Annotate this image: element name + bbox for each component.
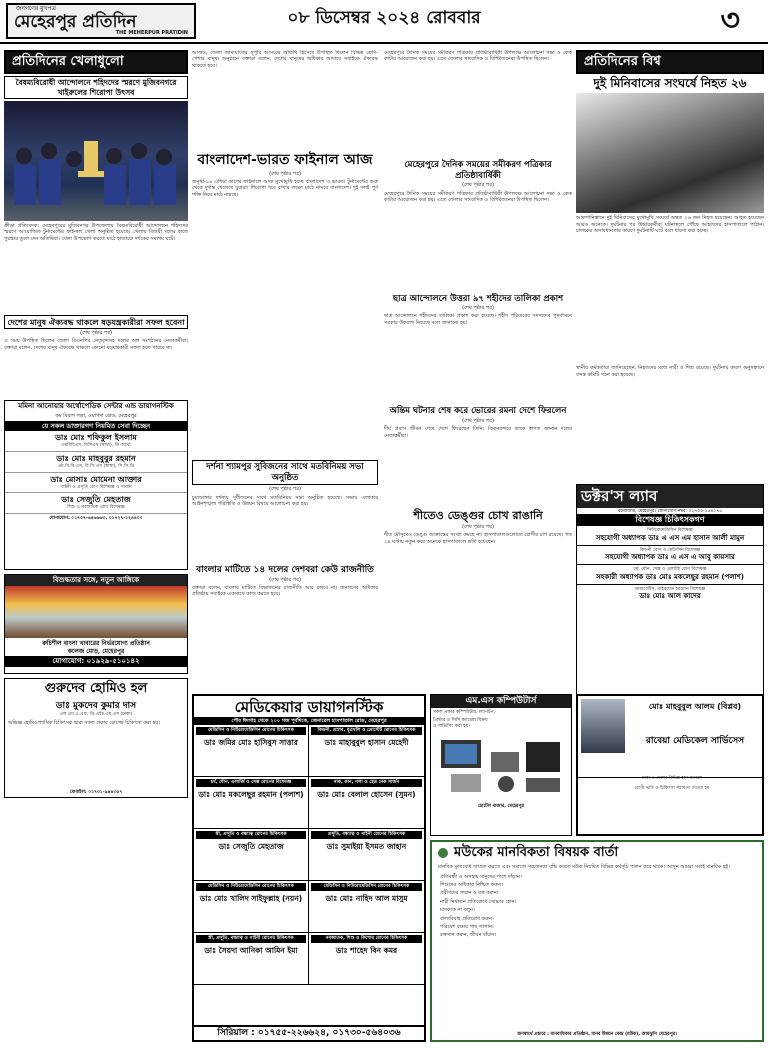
doctor-name: ডাঃ সেজুতি মেহতাজ [218, 841, 284, 851]
moucak-list-item: মাদককে না বলুন। [440, 907, 475, 914]
homeo-ad [4, 678, 188, 798]
doctors-lab-address: বড়বাজার, মেহেরপুর। যোগাযোগ নম্বর: ০১৭৩০-১৫৪২৭৫ [617, 508, 723, 514]
student-headline: ছাত্র আন্দোলনে উত্তরা ৯৭ শহীদের তালিকা প্রকাশ [392, 293, 564, 304]
homeo-detail: এল.এম.এ.এফ, ডি.এইচ.এম.এস (ঢাকা) [59, 711, 133, 717]
doctor-name: ডাঃ মোঃ শফিকুল ইসলাম [55, 433, 137, 443]
medicare-doctor-cell [194, 777, 309, 829]
middle-lower-left [192, 460, 378, 690]
doctor-name: ডাঃ মোঃ খালিদ সাইফুল্লাহ (নয়ন) [199, 893, 303, 903]
fear-cont: (শেষ পৃষ্ঠার পর) [462, 418, 494, 424]
page-number: ৩ [720, 3, 740, 38]
lab-doctor-3 [577, 565, 763, 584]
final-headline: বাংলাদেশ-ভারত ফাইনাল আজ [197, 152, 373, 168]
rabeya-line-2: রোগী ভর্তি ও চিকিৎসা সহায়তা দেওয়া হয় [634, 786, 710, 791]
doctors-lab-header [577, 485, 763, 508]
left-column [4, 50, 188, 1044]
clinic-contact: যোগাযোগ: ০১৭০৭-৬৪৬৬৬৩, ০১৭২৭-১২৪৪০০ [49, 515, 143, 521]
final-body: অনূর্ধ্ব-১৯ এশিয়া কাপের ফাইনালে আজ মুখোমুখি হচ্ছে বাংলাদেশ ও ভারত। টুর্নামেন্টের শুরু থেকে দুর্দান্ত খেলেছে যুবারা। শিরোপা ধরে রাখার লক্ষ্যে মাঠে নামবে বাংলাদেশ। দুই দলই পূর্ণ শক্তি নিয়ে মাঠে নামছে। [192, 178, 378, 198]
doctor-role: ডায়াবেটিস, থাইরয়েড হরমোন বিশেষজ্ঞ [634, 586, 706, 592]
accident-photo [576, 93, 764, 213]
clinic-band: যে সকল ডাক্তারগণ নিয়মিত সেবা দিচ্ছেন [5, 421, 187, 431]
medicare-doctor-cell [194, 881, 309, 933]
world-body: আফগানিস্তানে দুই মিনিবাসের মুখোমুখি সংঘর্ষে অন্তত ২৬ জন নিহত হয়েছেন। আহত হয়েছেন আরও অনেকে। দুর্ঘটনার পর উদ্ধারকর্মীরা ঘটনাস্থলে পৌঁছে আহতদের হাসপাতালে পাঠান। চালকের অসাবধানতার কারণে দুর্ঘটনাটি ঘটে বলে ধারণা করা হচ্ছে। [576, 215, 764, 235]
medicare-doctor-cell [309, 829, 424, 881]
doctor-role: স্ত্রী, প্রসূতি, বন্ধ্যাত্ব ও গাইনী রোগের চিকিৎসক [196, 935, 306, 943]
moucak-list-item: শিশুদের অধিকার নিশ্চিত করুন। [440, 882, 503, 889]
council-cont: (শেষ পৃষ্ঠার পর) [462, 182, 494, 189]
avatar [581, 699, 625, 753]
clinic-address: কম বিরাগ গড়া, ওয়াপদা রোড, মেহেরপুর [55, 413, 137, 419]
meeting-cont: (শেষ পৃষ্ঠার পর) [269, 486, 301, 493]
homeo-title: গুরুদেব হোমিও হল [44, 681, 148, 697]
doctor-name: ডাঃ মোসাঃ মোমেনা আক্তার [50, 474, 142, 484]
moucak-list-item: রক্তদান করুন, জীবন বাঁচান। [440, 932, 497, 939]
doctor-detail: এম.বি.বি.এস, বি.সি.এস (স্বাস্থ্য), সি.সি.ডি [57, 464, 135, 469]
student-body: ছাত্র আন্দোলনে শহীদদের তালিকা প্রকাশ করা হয়েছে। শহীদ পরিবারের সদস্যদের পুনর্বাসনে সরকার উদ্যোগ নিয়েছে বলে জানানো হয়। [384, 313, 572, 326]
world-headline: দুই মিনিবাসের সংঘর্ষে নিহত ২৬ [593, 76, 747, 91]
dengue-headline: শীতেও ডেঙ্গুর চোখ রাঙানি [413, 509, 543, 523]
unity-cont: (শেষ পৃষ্ঠার পর) [80, 330, 112, 336]
homeo-phone: মোবাইল: ০১৭৩১-৯৪৪৩৫৭ [69, 789, 123, 795]
masthead [0, 0, 768, 44]
moucak-ad [430, 840, 764, 1042]
computer-products-image [431, 732, 571, 802]
meeting-headline: দর্শনা শ্যামপুর সুবিজনের সাথে মতবিনিময় সভা অনুষ্ঠিত [192, 460, 378, 485]
medicare-doctor-cell [309, 933, 424, 985]
doctor-detail: এমবিবিএস, বিসিএস (স্বাস্থ্য), ডি-অর্থো [61, 443, 131, 449]
doctors-lab-band: বিশেষজ্ঞ চিকিৎসকগণ [577, 514, 763, 526]
council-intro: মেহেরপুরে দৈনিক সময়ের সমীকরণ পত্রিকার প্রতিষ্ঠাবার্ষিকী উপলক্ষে আলোচনা সভা ও কেক কাটার আয়োজন করা হয়। এতে জেলার সাংবাদিক ও বিশিষ্টজনেরা উপস্থিত ছিলেন। [384, 50, 572, 63]
final-cont: (শেষ পৃষ্ঠার পর) [269, 170, 301, 177]
moucak-list-item: পরিবেশ রক্ষায় গাছ লাগান। [440, 923, 494, 930]
doctor-name: ডাঃ শাহেদ বিন কমর [335, 945, 398, 955]
clinic-doctor-1 [5, 431, 187, 452]
politics-body: বক্তারা বলেন, বাংলার মাটিতে বিভাজনের রাজনীতি আর চলবে না। জনগণের অধিকার প্রতিষ্ঠায় সবাইকে একসাথে কাজ করতে হবে। [192, 585, 378, 598]
council-body: মেহেরপুরে দৈনিক সময়ের সমীকরণ পত্রিকার প্রতিষ্ঠাবার্ষিকী উপলক্ষে আলোচনা সভা ও কেক কাটার আয়োজন করা হয়। এতে জেলার সাংবাদিক ও বিশিষ্টজনেরা উপস্থিত ছিলেন। [384, 190, 572, 203]
doctor-role: চর্ম, যৌন, এলার্জি ও সেক্স রোগের বিশেষজ্ঞ [196, 779, 306, 787]
doctor-role: প্রসূতি, বন্ধ্যাত্ব ও গাইনী রোগের চিকিৎসক [311, 831, 422, 839]
medicare-doctor-cell [194, 829, 309, 881]
computer-line-3: ও সার্ভিসিং করা হয়। [433, 724, 471, 729]
moucak-footer: জনস্বার্থে প্রচারে : মানবাধিকার প্রতিষ্ঠান, মানব উন্নয়ন কেন্দ্র (মউক), আমঝুপি মেহেরপুর। [517, 1032, 677, 1038]
doctors-lab-title: ডক্টর'স ল্যাব [581, 487, 658, 505]
computer-ad [430, 694, 572, 836]
medicare-doctor-cell [194, 725, 309, 777]
issue-date: ০৮ ডিসেম্বর ২০২৪ রোববার [287, 8, 481, 28]
mid-intro: আজও, জেলা জামায়াতের সুপুরি আসরের অতিথি হিসেবে উপস্থিত ছিলেন বিভিন্ন শ্রেণি-পেশার মানুষ। অনুষ্ঠানে বক্তারা বলেন, দেশের মানুষের অধিকার আদায়ে সবাইকে ঐক্যবদ্ধ থাকতে হবে। [192, 50, 378, 69]
dengue-cont: (শেষ পৃষ্ঠার পর) [462, 524, 494, 530]
doctor-role: স্ত্রী, প্রসূতি ও বন্ধ্যাত্ব রোগের চিকিৎসক [196, 831, 306, 839]
unity-headline: দেশের মানুষ ঐক্যবদ্ধ থাকলে ষড়যন্ত্রকারীরা সফল হবেনা [4, 315, 188, 329]
leaf-icon [438, 848, 448, 858]
trophy-team-image [4, 101, 188, 221]
clinic-doctor-3 [5, 473, 187, 494]
tagline: জনগণের মুখপত্র [16, 5, 56, 12]
rabeya-title: রাবেয়া মেডিকেল সার্ভিসেস [645, 736, 745, 746]
medicare-doctor-cell [309, 725, 424, 777]
doctor-role: মেডিসিন ও নিউরোমেডিসিন রোগের চিকিৎসক [311, 883, 422, 891]
world-section-title: প্রতিদিনের বিশ্ব [576, 50, 764, 74]
homeo-body: অভিজ্ঞ হোমিওপ্যাথিক চিকিৎসক দ্বারা সকল প্রকার রোগের চিকিৎসা করা হয়। [8, 720, 160, 727]
doctor-role: নাক, কান, গলা ও হেড নেক সার্জন [311, 779, 422, 787]
restaurant-phone: যোগাযোগ: ০১৯২৯-৫১০১৪২ [5, 656, 187, 667]
doctor-name: ডাঃ সেজুতি মেহতাজ [61, 495, 131, 505]
moucak-list-item: নারী নির্যাতন প্রতিরোধে সোচ্চার হোন। [440, 898, 517, 905]
doctor-detail: শিশু ও নবজাতক রোগ বিশেষজ্ঞ [67, 505, 125, 511]
sports-headline: বৈষম্যবিরোধী আন্দোলনে শহিদদের স্মরণে মুজিবনগরে খাইরুলের শিরোপা উৎসব [4, 76, 188, 99]
doctor-name: ডাঃ মোঃ আল কাদের [639, 592, 701, 601]
doctor-name: ডাঃ সৈয়দা আনিকা আমিন ইমা [204, 945, 298, 955]
computer-line-1: সকল প্রকার কম্পিউটার, ল্যাপটপ, [433, 710, 496, 716]
homeo-doctor: ডাঃ মুকদেব কুমার দাস [55, 700, 137, 711]
restaurant-line2: কলেজ মোড়, মেহেরপুর [67, 647, 125, 655]
doctor-role: কিডনী, প্রস্রাব, মূত্রথলি ও প্রোস্টেট রোগের চিকিৎসক [311, 727, 422, 735]
doctor-name: ডাঃ সুমাইয়া ইসমত জাহান [326, 841, 407, 851]
student-cont: (শেষ পৃষ্ঠার পর) [462, 305, 494, 312]
politics-headline: বাংলার মাটিতে ১৪ দলের দেশবরা কেউ রাজনীতি [196, 564, 374, 575]
moucak-list-item: প্রতিবন্ধী ও অসহায় মানুষের পাশে দাঁড়ান। [440, 873, 522, 880]
medicare-ad [192, 694, 426, 1042]
doctor-name: ডাঃ মোঃ মকলেছুর রহমান (পলাশ) [198, 789, 304, 799]
lab-doctor-4 [577, 585, 763, 603]
doctor-role: নবজাতক, শিশু ও কিশোর রোগের চিকিৎসক [311, 935, 422, 943]
moucak-list-item: প্রবীণদের সম্মান ও যত্ন করুন। [440, 890, 499, 897]
doctor-role: চর্ম, যৌন, সেক্স ও এলার্জি রোগ বিশেষজ্ঞ [633, 567, 707, 573]
lab-doctor-2 [577, 546, 763, 565]
doctor-name: সহযোগী অধ্যাপক ডাঃ এ এস এ আবু কায়সার [605, 553, 735, 562]
sports-photo [4, 101, 188, 221]
rabeya-person: মোঃ মাহবুবুল আলম (বিপ্লব) [648, 702, 742, 711]
doctor-role: মেডিসিন ও নিউরোমেডিসিন রোগের চিকিৎসক [196, 883, 306, 891]
sports-section-title: প্রতিদিনের খেলাধুলো [4, 50, 188, 74]
restaurant-photo [5, 586, 187, 638]
unity-body: এ সময় উপস্থিত ছিলেন জেলা বিএনপির নেতৃবৃন্দসহ দলের অঙ্গ সংগঠনের নেতাকর্মীরা। বক্তারা বলেন, দেশের মানুষ ঐক্যবদ্ধ থাকলে কোনো ষড়যন্ত্রকারী সফল হতে পারবে না। [4, 338, 188, 351]
fear-body: দীর্ঘ প্রবাস জীবন শেষে দেশে ফিরেছেন তিনি। বিমানবন্দরে তাকে স্বাগত জানান দলের নেতাকর্মীরা। [384, 426, 572, 439]
council-headline: মেহেরপুরে দৈনিক সময়ের সমীকরণ পত্রিকার প্রতিষ্ঠাবার্ষিকী [404, 160, 552, 181]
medicare-title: মেডিকেয়ার ডায়াগনস্টিক [234, 698, 384, 716]
clinic-ad [4, 400, 188, 570]
paper-name-en: THE MEHERPUR PRATIDIN [115, 29, 188, 36]
politics-cont: (শেষ পৃষ্ঠার পর) [269, 576, 301, 583]
meeting-body: চুয়াডাঙ্গার দর্শনায় সুধীজনের সাথে মতবিনিময় সভা অনুষ্ঠিত হয়েছে। সভায় এলাকার আইনশৃঙ্খলা পরিস্থিতি ও উন্নয়ন বিষয়ে আলোচনা করা হয়। [192, 494, 378, 507]
clinic-doctor-4 [5, 493, 187, 514]
paper-name: মেহেরপুর প্রতিদিন [14, 12, 137, 32]
doctor-name: ডাঃ মোঃ মাহবুবুর রহমান [56, 454, 136, 463]
medicare-sub: পৌর ঈদগাহ থেকে ২০০ গজ পূর্বদিকে, জেনারেল হাসপাতাল রোড, মেহেরপুর [194, 717, 424, 725]
doctor-name: ডাঃ মাহাবুবুল হাসান মেহেদী [324, 737, 409, 747]
moucak-intro: মানবিক মূল্যবোধ জাগ্রত করতে এবং সমাজে সচেতনতা বৃদ্ধি করতে মউক নিয়মিত বিভিন্ন কর্মসূচি পালন করে থাকে। আসুন আমরা সবাই মানবিক হই। [438, 864, 730, 871]
moucak-list-item: বাল্যবিবাহ প্রতিরোধ করুন। [440, 915, 494, 922]
computer-line-2: প্রিন্টার ও সিসি ক্যামেরা বিক্রয় [433, 718, 488, 724]
clinic-title: মমিনা আনোয়ার অর্থোপেডিক সেন্টার এন্ড ডায়াগনস্টিক [18, 401, 174, 411]
sports-body: ক্রীড়া প্রতিবেদক: মেহেরপুরের মুজিবনগর উপজেলায় বৈষম্যবিরোধী আন্দোলনে শহিদদের স্মরণে আয়োজিত টুর্নামেন্টের ফাইনাল খেলা অনুষ্ঠিত হয়েছে। খেলায় বিজয়ী দলের হাতে পুরস্কার তুলে দেন অতিথিরা। খেলা উপভোগ করতে মাঠে হাজারো দর্শকের সমাগম ঘটে। [4, 223, 188, 242]
restaurant-ad [4, 574, 188, 674]
moucak-title: মউকের মানবিকতা বিষয়ক বার্তা [454, 845, 619, 860]
clinic-doctor-2 [5, 452, 187, 473]
doctor-name: ডাঃ মোঃ বেলাল হোসেন (সুমন) [317, 789, 416, 799]
doctor-name: ডাঃ জমির মোঃ হাসিবুস সাত্তার [204, 737, 298, 747]
middle-right-col [384, 50, 572, 690]
medicare-doctor-grid [194, 725, 424, 985]
doctor-role: কিডনী রোগ ও মেডিসিন বিশেষজ্ঞ [639, 547, 701, 553]
restaurant-line1: রুচিশীল বাংলা খাবারের নির্ভরযোগ্য প্রতিষ্ঠান [42, 640, 150, 647]
medicare-doctor-cell [309, 881, 424, 933]
dengue-body: শীত মৌসুমেও ডেঙ্গু আক্রান্তের সংখ্যা কমছে না। হাসপাতালগুলোতে রোগীর চাপ রয়েছে। গত ২৪ ঘণ্টায় নতুন করে অনেকে হাসপাতালে ভর্তি হয়েছেন। [384, 532, 572, 545]
lab-doctor-1 [577, 526, 763, 545]
doctor-name: সহযোগী অধ্যাপক ডাঃ এ এস এম হাসান আলী মামুন [595, 534, 745, 542]
computer-addr: হোটেল বাজার, মেহেরপুর [477, 804, 525, 810]
doctor-name: ডাঃ মোঃ নাহিদ আল মাসুম [325, 893, 408, 903]
medicare-serial: সিরিয়াল : ০১৭৫৫-২২৬৬২৪, ০১৭৩০-৫৬৪০৩৬ [194, 1025, 424, 1040]
doctor-role: মেডিসিন ও নিউরোমেডিসিন রোগের চিকিৎসক [196, 727, 306, 735]
computer-title: এম.এস কম্পিউটার্স [431, 695, 571, 708]
rabeya-line-1: ঢাকা ও দেশের বিভিন্ন হাসপাতালে [641, 776, 703, 781]
doctor-detail: গাইনী ও প্রসূতি রোগ বিশেষজ্ঞ ও সার্জন [60, 484, 132, 490]
moucak-list [432, 871, 762, 942]
fear-headline: অন্তিম ঘটনার শেষ করে ভোরের রমনা দেশে ফিরলেন [389, 406, 567, 417]
moucak-header [432, 842, 762, 864]
medicare-doctor-cell [194, 933, 309, 985]
medicare-doctor-cell [309, 777, 424, 829]
world-body2: স্থানীয় কর্মকর্তারা জানিয়েছেন, নিহতদের মধ্যে নারী ও শিশু রয়েছে। দুর্ঘটনার কারণ অনুসন্ধানে তদন্ত কমিটি গঠন করা হয়েছে। [576, 365, 764, 378]
rabeya-ad [576, 694, 764, 836]
doctor-role: নিউরোমেডিসিন বিশেষজ্ঞ [647, 528, 693, 534]
restaurant-band: বিশুদ্ধতার সঙ্গে, নতুন আঙ্গিকে [5, 575, 187, 586]
doctor-name: সহকারী অধ্যাপক ডাঃ মোঃ মকলেছুর রহমান (পলাশ) [596, 572, 744, 581]
